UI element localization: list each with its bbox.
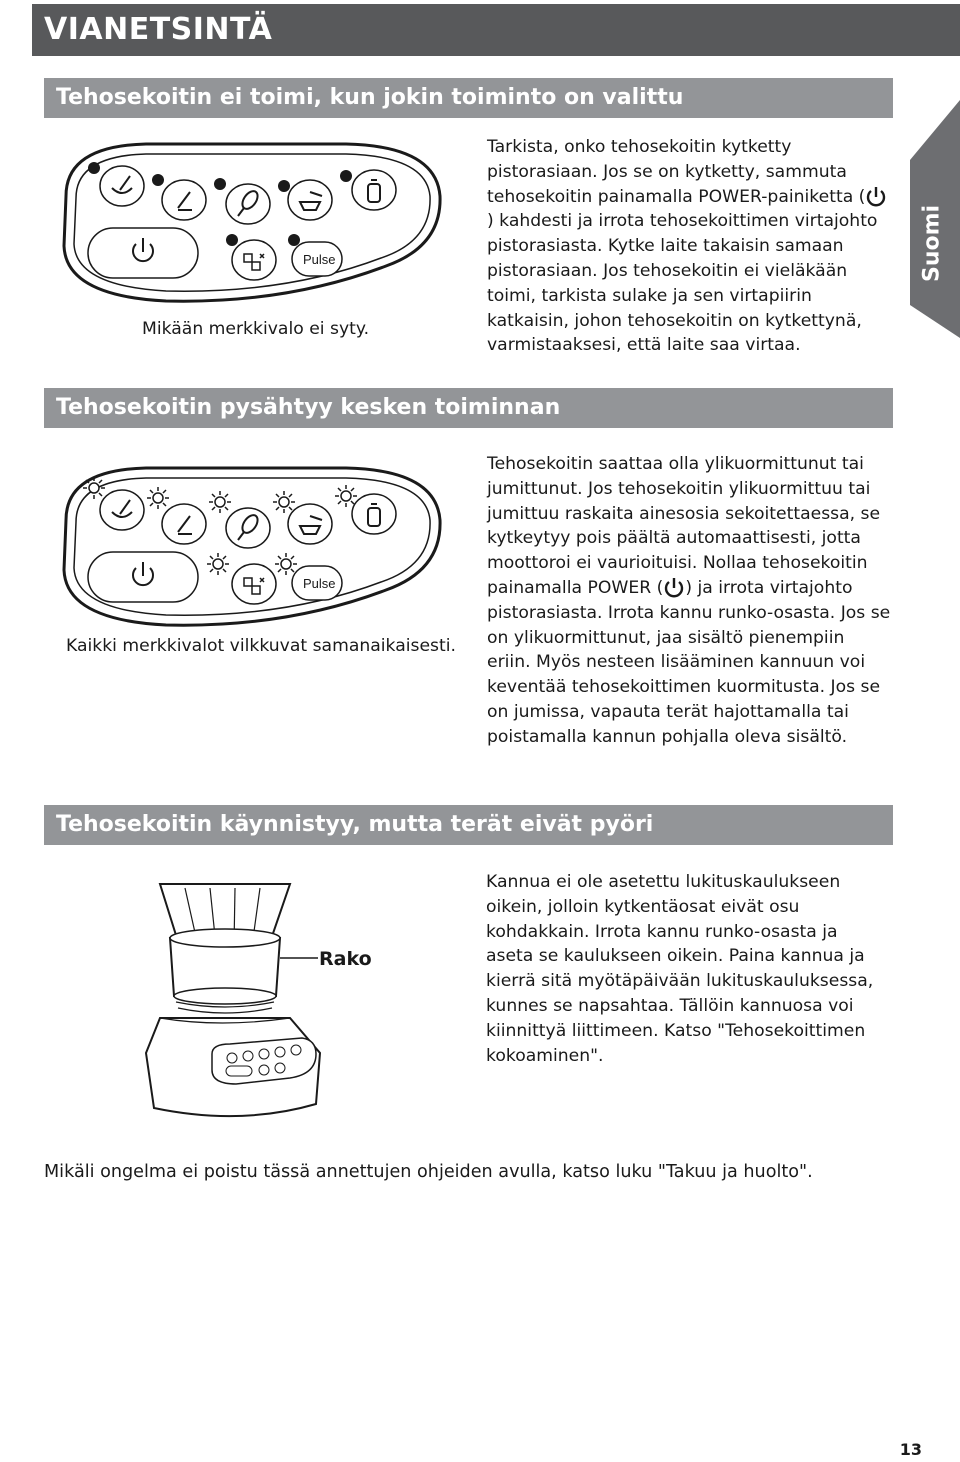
- pulse-label: Pulse: [303, 576, 336, 591]
- section-3-text: Kannua ei ole asetettu lukituskaulukseen oikein, jolloin kytkentäosat eivät osu kohdakkain. Irrota kannu runko-osasta ja aseta se kaulukseen oikein. Paina kannua ja kierrä sitä myötäpäivään lukituskauluksessa, kunnes se napsahtaa. Tällöin kannuosa voi kiinnittyä liittimeen. Katso "Tehosekoittimen kokoaminen".: [486, 872, 874, 1066]
- power-icon: [663, 576, 685, 598]
- section-1-text: Tarkista, onko tehosekoitin kytketty pistorasiaan. Jos se on kytketty, sammuta tehosekoitin painamalla POWER-painiketta () kahdesti ja irrota tehosekoittimen virtajohto pistorasiasta. Kytke laite takaisin samaan pistorasiaan. Jos tehosekoitin ei vieläkään toimi, tarkista sulake ja sen virtapiirin katkaisin, johon tehosekoitin on kytkettynä, varmistaaksesi, että laite saa virtaa.: [487, 135, 892, 358]
- page-title: VIANETSINTÄ: [32, 4, 960, 56]
- section-heading-2: Tehosekoitin pysähtyy kesken toiminnan: [44, 388, 893, 428]
- section-2-caption: Kaikki merkkivalot vilkkuvat samanaikaisesti.: [66, 636, 456, 656]
- power-icon: [865, 185, 887, 207]
- section-heading-1: Tehosekoitin ei toimi, kun jokin toiminto on valittu: [44, 78, 893, 118]
- section-1-caption: Mikään merkkivalo ei syty.: [142, 319, 370, 339]
- footer-note: Mikäli ongelma ei poistu tässä annettujen ohjeiden avulla, katso luku "Takuu ja huolto".: [44, 1162, 813, 1182]
- blender-illustration: [140, 878, 340, 1128]
- gap-label: Rako: [319, 948, 372, 970]
- control-panel-flashing: [46, 460, 446, 636]
- pulse-label: Pulse: [303, 252, 336, 267]
- control-panel-off: [46, 136, 446, 312]
- page-number: 13: [899, 1440, 922, 1459]
- section-2-text: Tehosekoitin saattaa olla ylikuormittunut tai jumittunut. Jos tehosekoitin ylikuormittuu tai jumittuu raskaita ainesosia sekoitettaessa, se kytkeytyy pois päältä automaattisesti, jotta moottoroi ei vaurioituisi. Nollaa tehosekoitin painamalla POWER ( ) ja irrota virtajohto pistorasiasta. Irrota kannu runko-osasta. Jos se on ylikuormittunut, jaa sisältö pienempiin eriin. Myös nesteen lisääminen kannuun voi keventää tehosekoittimen kuormitusta. Jos se on jumissa, vapauta terät hajottamalla tai poistamalla kannun pohjalla oleva sisältö.: [487, 454, 891, 747]
- language-tab-label: Suomi: [919, 204, 945, 282]
- section-heading-3: Tehosekoitin käynnistyy, mutta terät eivät pyöri: [44, 805, 893, 845]
